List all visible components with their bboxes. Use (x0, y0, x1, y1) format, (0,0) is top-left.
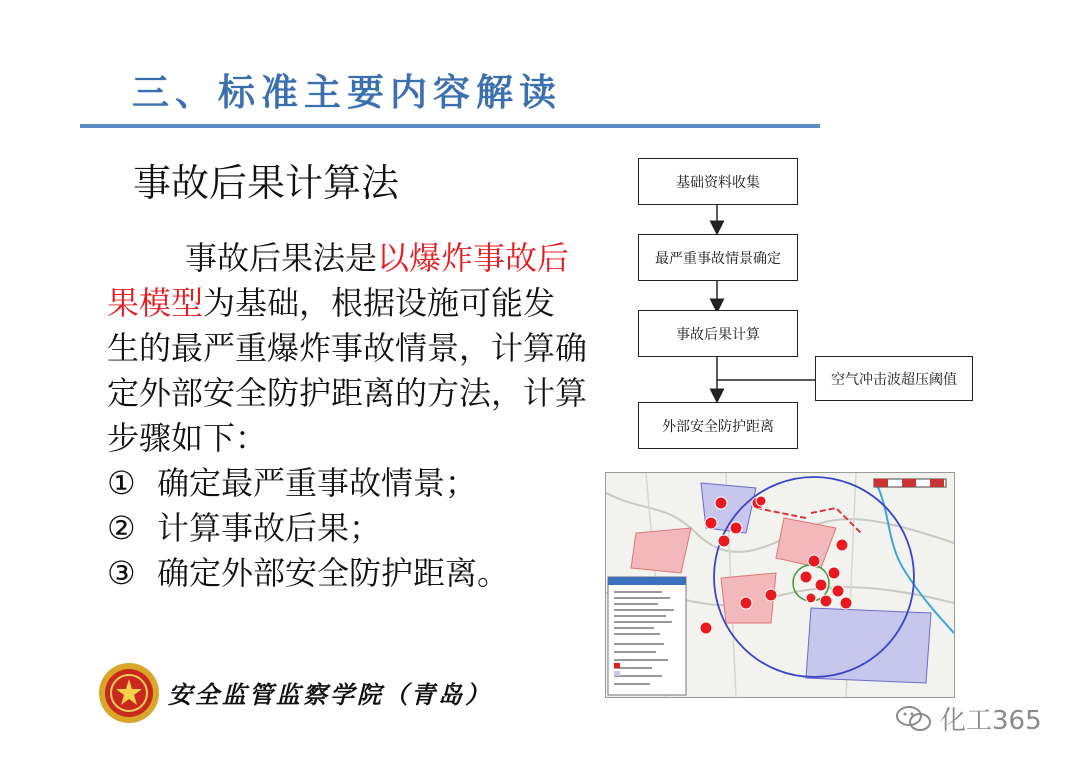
academy-name: 安全监管监察学院（青岛） (168, 680, 492, 709)
flow-box-data-collection: 基础资料收集 (638, 158, 798, 205)
watermark (896, 700, 1042, 737)
slide-title: 三、标准主要内容解读 (132, 70, 562, 114)
wechat-icon (896, 705, 932, 733)
step-number: ① (107, 464, 136, 502)
step-text: 确定最严重事故情景； (157, 464, 478, 502)
paragraph-lead: 事故后果法是 (185, 239, 378, 277)
risk-map-drawing (606, 473, 954, 697)
step-number: ② (107, 509, 136, 547)
flow-box-protection-distance: 外部安全防护距离 (638, 402, 798, 449)
flow-box-overpressure-threshold: 空气冲击波超压阈值 (815, 356, 973, 401)
step-text: 计算事故后果； (157, 509, 382, 547)
flow-box-consequence-calc: 事故后果计算 (638, 310, 798, 357)
step-text: 确定外部安全防护距离。 (157, 554, 510, 592)
step-number: ③ (107, 554, 136, 592)
section-heading: 事故后果计算法 (133, 161, 400, 205)
paragraph-highlight: 以爆炸事故后果模型 (107, 239, 570, 322)
risk-map-figure (605, 472, 955, 698)
watermark-text: 化工365 (940, 706, 1042, 736)
academy-emblem-icon (98, 662, 160, 724)
flow-box-worst-scenario: 最严重事故情景确定 (638, 234, 798, 281)
paragraph-rest: 为基础，根据设施可能发生的最严重爆炸事故情景，计算确定外部安全防护距离的方法，计算步骤如下： (107, 284, 588, 457)
